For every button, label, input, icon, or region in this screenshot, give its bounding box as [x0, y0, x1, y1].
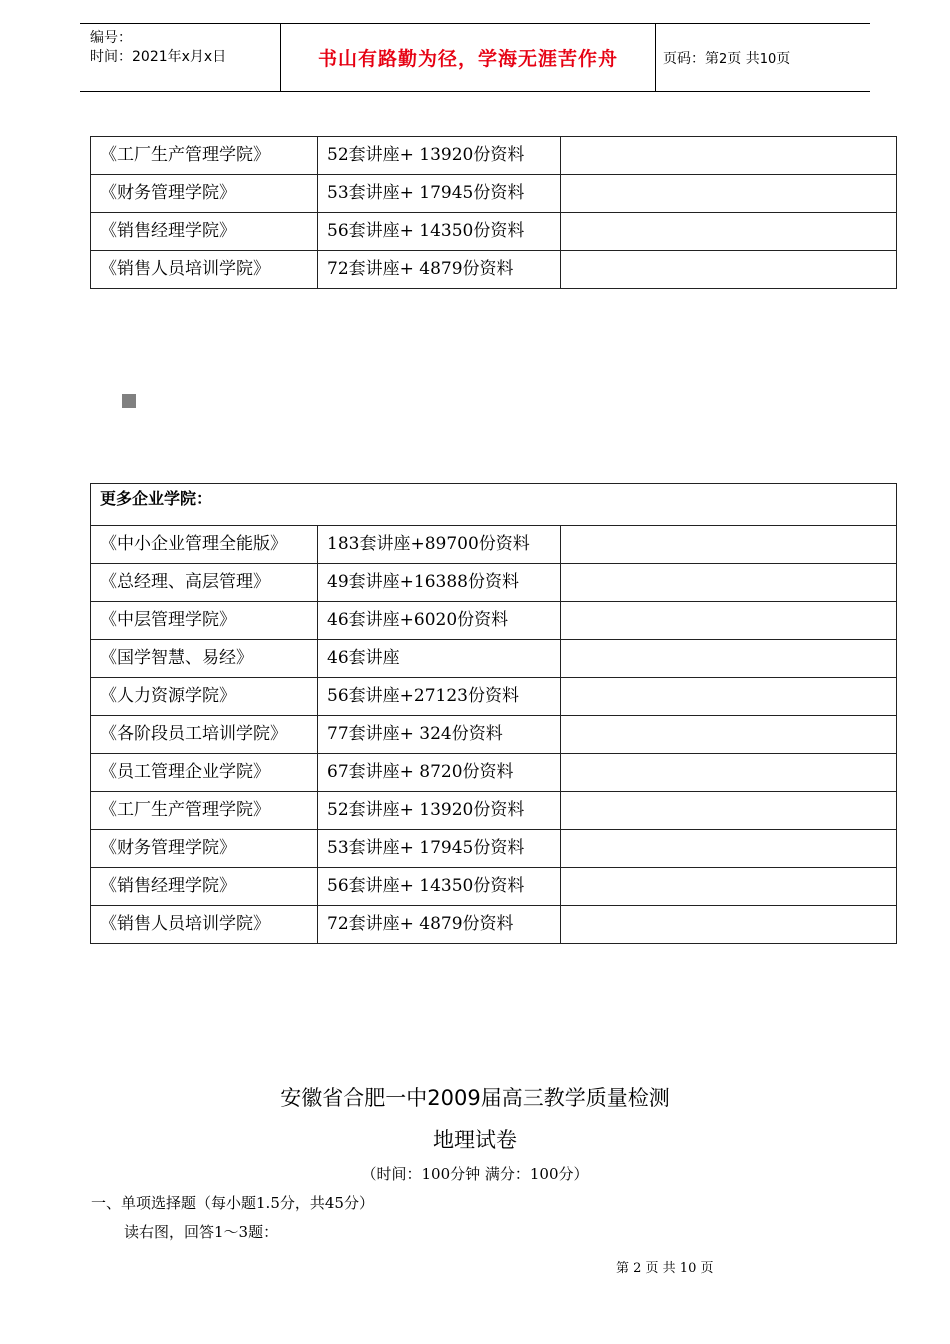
course-name: 《各阶段员工培训学院》	[91, 716, 318, 754]
table-row	[91, 564, 897, 602]
course-content: 56套讲座+ 14350份资料	[318, 868, 561, 906]
table-row	[91, 137, 897, 175]
course-name: 《销售经理学院》	[91, 213, 318, 251]
course-name: 《中小企业管理全能版》	[91, 526, 318, 564]
course-content: 72套讲座+ 4879份资料	[318, 906, 561, 944]
course-name: 《人力资源学院》	[91, 678, 318, 716]
course-content: 77套讲座+ 324份资料	[318, 716, 561, 754]
document-date: 时间：2021年x月x日	[90, 49, 227, 65]
course-table-more	[90, 483, 897, 944]
motto: 书山有路勤为径，学海无涯苦作舟	[317, 48, 618, 70]
section-heading: 一、单项选择题（每小题1.5分，共45分）	[91, 1194, 374, 1212]
course-note	[561, 716, 897, 754]
page-footer: 第 2 页 共 10 页	[616, 1261, 714, 1276]
table-row	[91, 526, 897, 564]
course-name: 《销售人员培训学院》	[91, 251, 318, 289]
course-content: 67套讲座+ 8720份资料	[318, 754, 561, 792]
course-content: 56套讲座+27123份资料	[318, 678, 561, 716]
course-table-top	[90, 136, 897, 289]
course-content: 46套讲座	[318, 640, 561, 678]
table-row	[91, 175, 897, 213]
course-name: 《财务管理学院》	[91, 830, 318, 868]
table-row	[91, 251, 897, 289]
page-suffix: 页	[776, 50, 791, 67]
course-content: 53套讲座+ 17945份资料	[318, 830, 561, 868]
exam-time-info: （时间：100分钟 满分：100分）	[361, 1165, 589, 1183]
course-name: 《财务管理学院》	[91, 175, 318, 213]
course-content: 53套讲座+ 17945份资料	[318, 175, 561, 213]
course-content: 49套讲座+16388份资料	[318, 564, 561, 602]
page-indicator	[663, 48, 790, 68]
course-content: 46套讲座+6020份资料	[318, 602, 561, 640]
page-total: 10	[759, 51, 777, 67]
page-prefix: 页码：第	[663, 50, 719, 67]
course-note	[561, 906, 897, 944]
course-content: 183套讲座+89700份资料	[318, 526, 561, 564]
course-content: 52套讲座+ 13920份资料	[318, 137, 561, 175]
course-note	[561, 754, 897, 792]
table-row	[91, 830, 897, 868]
course-note	[561, 868, 897, 906]
course-note	[561, 175, 897, 213]
exam-title: 安徽省合肥一中2009届高三教学质量检测	[280, 1086, 670, 1110]
course-note	[561, 251, 897, 289]
course-name: 《总经理、高层管理》	[91, 564, 318, 602]
course-note	[561, 678, 897, 716]
course-content: 72套讲座+ 4879份资料	[318, 251, 561, 289]
course-name: 《员工管理企业学院》	[91, 754, 318, 792]
page-header	[80, 23, 870, 92]
course-note	[561, 830, 897, 868]
course-name: 《中层管理学院》	[91, 602, 318, 640]
course-note	[561, 602, 897, 640]
header-page-cell	[655, 24, 870, 91]
table-row	[91, 906, 897, 944]
course-name: 《销售经理学院》	[91, 868, 318, 906]
table-row	[91, 716, 897, 754]
table-row	[91, 213, 897, 251]
course-note	[561, 640, 897, 678]
course-name: 《工厂生产管理学院》	[91, 137, 318, 175]
course-note	[561, 564, 897, 602]
course-name: 《国学智慧、易经》	[91, 640, 318, 678]
table-row	[91, 868, 897, 906]
course-name: 《工厂生产管理学院》	[91, 792, 318, 830]
page-current: 2	[719, 51, 728, 67]
table-row	[91, 640, 897, 678]
header-meta	[80, 24, 280, 91]
course-note	[561, 792, 897, 830]
table-row	[91, 678, 897, 716]
table-row	[91, 792, 897, 830]
question-instruction: 读右图，回答1～3题：	[124, 1223, 279, 1241]
course-note	[561, 213, 897, 251]
course-note	[561, 526, 897, 564]
course-content: 52套讲座+ 13920份资料	[318, 792, 561, 830]
course-note	[561, 137, 897, 175]
header-motto-cell	[280, 24, 656, 91]
document-number-label: 编号：	[90, 30, 132, 46]
table-row	[91, 602, 897, 640]
table-row	[91, 754, 897, 792]
table-heading-row	[91, 484, 897, 526]
course-name: 《销售人员培训学院》	[91, 906, 318, 944]
table-heading: 更多企业学院：	[91, 484, 897, 526]
course-content: 56套讲座+ 14350份资料	[318, 213, 561, 251]
exam-subtitle: 地理试卷	[433, 1128, 517, 1152]
square-bullet-icon	[122, 394, 136, 408]
page-middle: 页 共	[727, 50, 760, 67]
